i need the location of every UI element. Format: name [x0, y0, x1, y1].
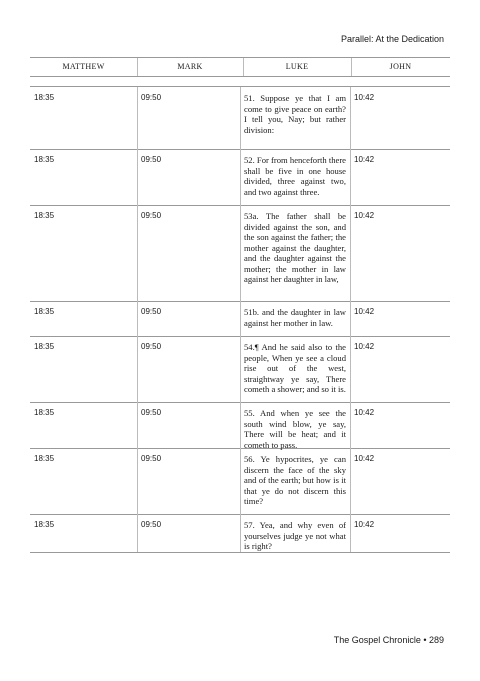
luke-cell: 52. For from henceforth there shall be five in one house divided, three against two, and two against three. [244, 155, 346, 197]
john-cell: 10:42 [354, 307, 375, 316]
john-cell: 10:42 [354, 408, 375, 417]
matthew-cell: 18:35 [34, 520, 55, 529]
matthew-cell: 18:35 [34, 408, 55, 417]
table-row [30, 448, 450, 515]
john-cell: 10:42 [354, 155, 375, 164]
matthew-cell: 18:35 [34, 93, 55, 102]
table-row [30, 301, 450, 337]
mark-cell: 09:50 [141, 520, 162, 529]
column-header-luke: LUKE [243, 58, 352, 76]
matthew-cell: 18:35 [34, 211, 55, 220]
matthew-cell: 18:35 [34, 342, 55, 351]
column-header-mark: MARK [137, 58, 244, 76]
john-cell: 10:42 [354, 93, 375, 102]
john-cell: 10:42 [354, 454, 375, 463]
mark-cell: 09:50 [141, 93, 162, 102]
john-cell: 10:42 [354, 211, 375, 220]
table-row [30, 336, 450, 403]
luke-cell: 53a. The father shall be divided against the son, and the son against the father; the mother against the daughter, and the daughter against the mother; the mother in law against her daughter in law, [244, 211, 346, 284]
matthew-cell: 18:35 [34, 155, 55, 164]
luke-cell: 51. Suppose ye that I am come to give peace on earth? I tell you, Nay; but rather division: [244, 93, 346, 135]
luke-cell: 54.¶ And he said also to the people, When ye see a cloud rise out of the west, straightway ye say, There cometh a shower; and so it is. [244, 342, 346, 394]
matthew-cell: 18:35 [34, 307, 55, 316]
mark-cell: 09:50 [141, 342, 162, 351]
running-title: Parallel: At the Dedication [340, 34, 444, 44]
mark-cell: 09:50 [141, 211, 162, 220]
luke-cell: 51b. and the daughter in law against her mother in law. [244, 307, 346, 328]
mark-cell: 09:50 [141, 155, 162, 164]
column-header-matthew: MATTHEW [30, 58, 138, 76]
john-cell: 10:42 [354, 342, 375, 351]
luke-cell: 57. Yea, and why even of yourselves judge ye not what is right? [244, 520, 346, 551]
table-row [30, 149, 450, 206]
luke-cell: 56. Ye hypocrites, ye can discern the face of the sky and of the earth; but how is it that ye do not discern this time? [244, 454, 346, 506]
table-row [30, 402, 450, 449]
column-header-row [30, 57, 450, 77]
john-cell: 10:42 [354, 520, 375, 529]
luke-cell: 55. And when ye see the south wind blow, ye say, There will be heat; and it cometh to pass. [244, 408, 346, 450]
table-row [30, 205, 450, 302]
page-footer: The Gospel Chronicle • 289 [333, 635, 444, 645]
table-row [30, 87, 450, 150]
mark-cell: 09:50 [141, 454, 162, 463]
table-row [30, 514, 450, 553]
mark-cell: 09:50 [141, 408, 162, 417]
mark-cell: 09:50 [141, 307, 162, 316]
matthew-cell: 18:35 [34, 454, 55, 463]
column-header-john: JOHN [389, 62, 412, 71]
